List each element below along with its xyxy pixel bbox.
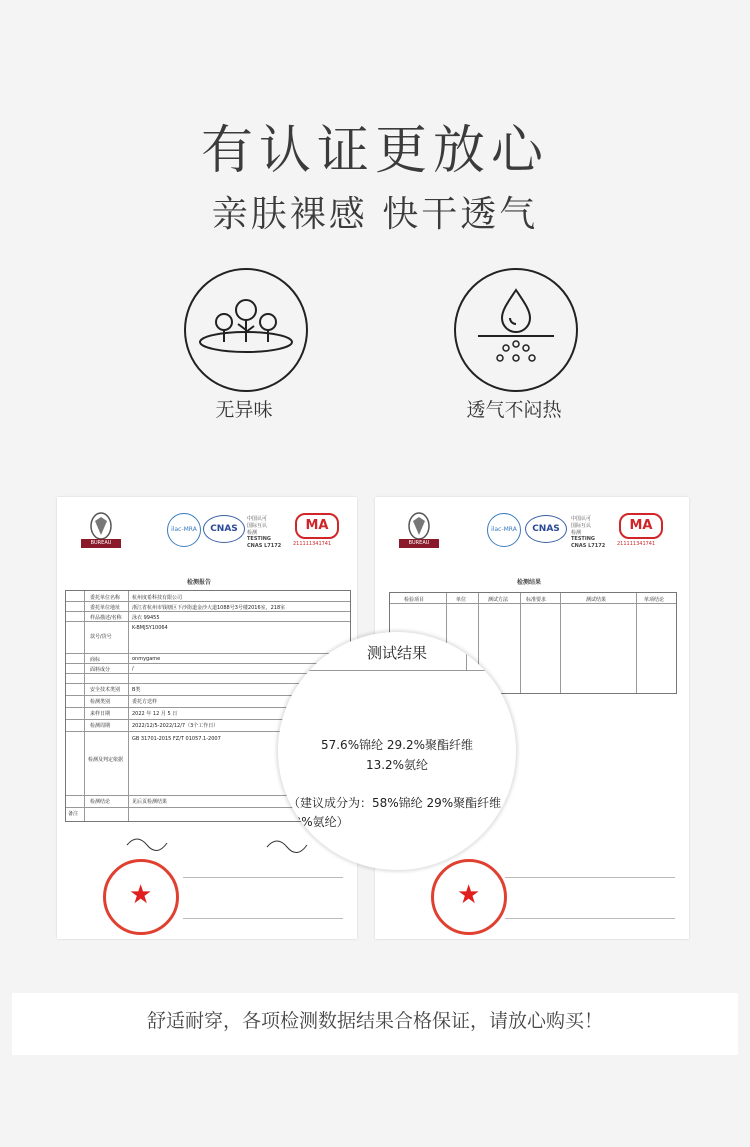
cnas-text-3: 检测 xyxy=(571,530,582,536)
bureau-veritas-logo xyxy=(401,511,437,553)
trees-icon xyxy=(184,268,308,392)
report-row-value: 杭州度希科技有限公司 xyxy=(132,595,183,601)
page-subtitle: 亲肤裸感 快干透气 xyxy=(211,194,539,235)
report-row-label: 备注 xyxy=(68,811,79,817)
cma-number: 211111341741 xyxy=(617,541,656,547)
cma-number: 211111341741 xyxy=(293,541,332,547)
ilac-logo: ilac-MRA xyxy=(487,513,521,547)
report-row-label: 检测结论 xyxy=(90,799,111,805)
magnified-test-result xyxy=(278,632,516,870)
cnas-text-5: CNAS L7172 xyxy=(247,543,282,549)
report-row-label: 委托单位地址 xyxy=(90,605,121,611)
suggested-composition-1: （建议成分为：58%锦纶 29%聚酯纤维 xyxy=(288,796,502,810)
report-row-value: B类 xyxy=(132,687,141,693)
report-row-label: 样品描述/名称 xyxy=(90,615,122,621)
cma-logo: MA xyxy=(295,513,339,539)
report-row-label: 委托单位名称 xyxy=(90,595,121,601)
bureau-veritas-logo xyxy=(83,511,119,553)
cnas-text-2: 国际互认 xyxy=(571,523,592,529)
bureau-label: BUREAU VERITAS xyxy=(81,539,121,548)
feature-label-no-odor: 无异味 xyxy=(215,399,273,421)
report-row-label: 检测及判定依据 xyxy=(88,757,124,763)
cnas-text-1: 中国认可 xyxy=(247,516,268,522)
cnas-text-4: TESTING xyxy=(571,536,595,542)
report-row-label: 检测周期 xyxy=(90,723,111,729)
red-seal-stamp: ★ xyxy=(103,859,179,935)
report-row-value: K-BMJSY10064 xyxy=(132,625,168,631)
report-row-label: 款号/货号 xyxy=(90,634,112,640)
report-row-value: 泳衣 99455 xyxy=(132,615,160,621)
report-row-label: 来样日期 xyxy=(90,711,111,717)
signature-marks xyxy=(117,827,337,857)
bottom-banner-text: 舒适耐穿，各项检测数据结果合格保证，请放心购买！ xyxy=(146,1010,603,1032)
cma-logo: MA xyxy=(619,513,663,539)
cnas-text-4: TESTING xyxy=(247,536,271,542)
cnas-logo: CNAS xyxy=(203,515,245,543)
page-title: 有认证更放心 xyxy=(200,121,549,181)
report-row-value: onmygame xyxy=(132,656,161,662)
results-col-header: 检验项目 xyxy=(404,597,425,603)
cnas-text-2: 国际互认 xyxy=(247,523,268,529)
results-col-header: 单项结论 xyxy=(644,597,665,603)
water-drop-icon xyxy=(454,268,578,392)
report-row-value: 委托方送样 xyxy=(132,699,158,705)
report-row-label: 商标 xyxy=(90,657,101,663)
results-col-header: 测试方法 xyxy=(488,597,509,603)
feature-label-breathable: 透气不闷热 xyxy=(466,399,562,421)
results-title: 检测结果 xyxy=(517,579,542,586)
report-row-label: 面料成分 xyxy=(90,667,111,673)
report-row-value: 2022/12/5-2022/12/7（3个工作日） xyxy=(132,723,219,729)
magnifier-header: 测试结果 xyxy=(278,632,516,671)
cnas-text-1: 中国认可 xyxy=(571,516,592,522)
report-row-value: 2022 年 12 月 5 日 xyxy=(132,711,178,717)
results-col-header: 单位 xyxy=(456,597,467,603)
composition-line-1: 57.6%锦纶 29.2%聚酯纤维 xyxy=(320,738,474,752)
cnas-text-3: 检测 xyxy=(247,530,258,536)
red-seal-stamp: ★ xyxy=(431,859,507,935)
bureau-label: BUREAU VERITAS xyxy=(399,539,439,548)
ilac-logo: ilac-MRA xyxy=(167,513,201,547)
results-col-header: 标准要求 xyxy=(526,597,547,603)
suggested-composition-2: 13%氨纶） xyxy=(286,815,349,829)
report-row-label: 安全技术类别 xyxy=(90,687,121,693)
report-row-value: / xyxy=(132,666,134,672)
report-title: 检测报告 xyxy=(187,579,212,586)
report-row-value: GB 31701-2015 FZ/T 01057.1-2007 xyxy=(132,736,221,742)
composition-line-2: 13.2%氨纶 xyxy=(365,758,429,772)
results-col-header: 测试结果 xyxy=(586,597,607,603)
cnas-text-5: CNAS L7172 xyxy=(571,543,606,549)
report-row-value: 浙江省杭州市钱塘区下沙街道金沙大道1088号3号楼2016室，218室 xyxy=(132,605,286,611)
cnas-logo: CNAS xyxy=(525,515,567,543)
report-row-label: 检测类别 xyxy=(90,699,111,705)
report-row-value: 见后页检测结果 xyxy=(132,799,168,805)
